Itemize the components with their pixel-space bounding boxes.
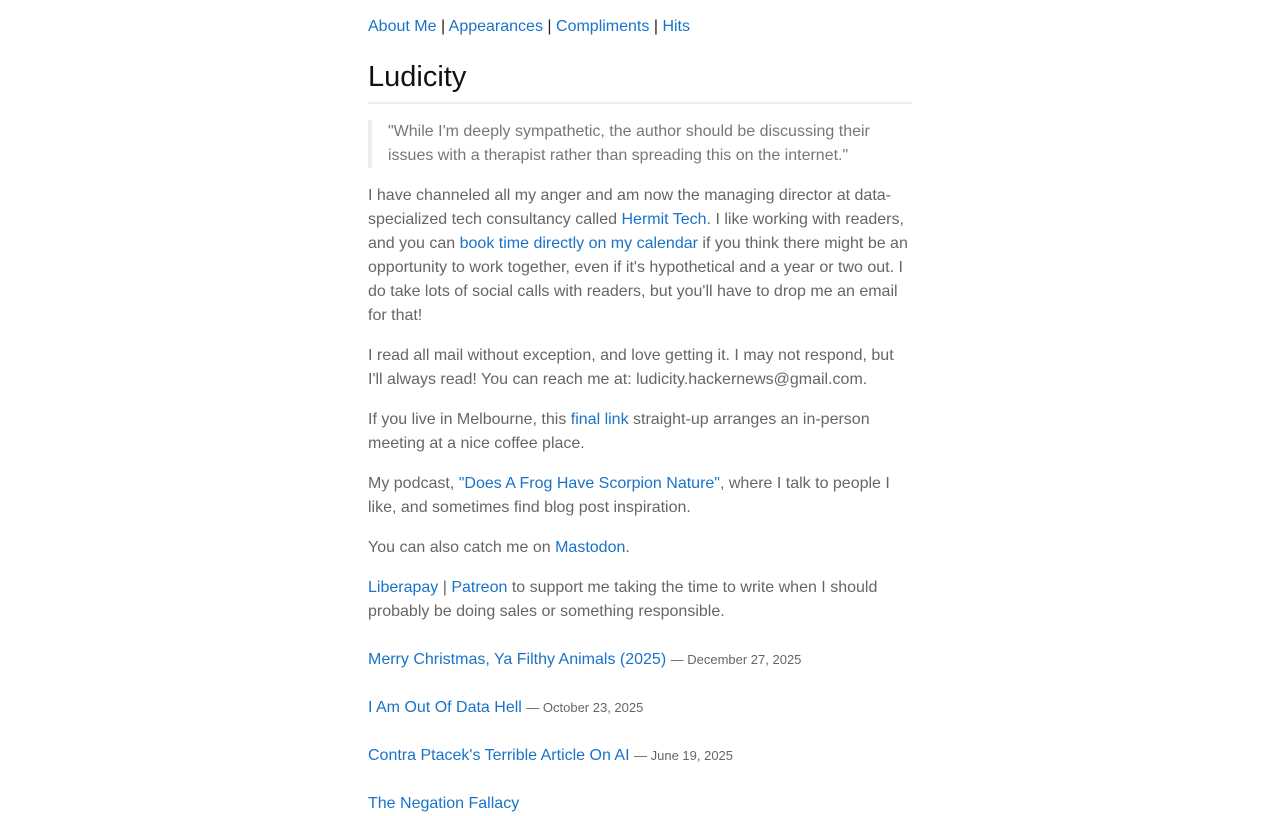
- podcast-link[interactable]: "Does A Frog Have Scorpion Nature": [458, 475, 720, 492]
- post-date: — October 23, 2025: [526, 700, 644, 715]
- nav-link-about-me[interactable]: About Me: [368, 18, 437, 35]
- intro-text: If you live in Melbourne, this: [368, 411, 571, 428]
- post-title-link[interactable]: The Negation Fallacy: [368, 795, 520, 812]
- title-divider: [368, 102, 912, 104]
- intro-text: I have channeled all my anger and am now the managing director at data-specialized tech consultancy called: [368, 187, 891, 228]
- nav-link-hits[interactable]: Hits: [662, 18, 690, 35]
- mastodon-link[interactable]: Mastodon: [555, 539, 626, 556]
- book-calendar-link[interactable]: book time directly on my calendar: [459, 235, 698, 252]
- intro-text: You can also catch me on: [368, 539, 556, 556]
- intro-text: . I like working with readers, and you can: [368, 211, 904, 252]
- final-link[interactable]: final link: [570, 411, 629, 428]
- support-separator: |: [438, 579, 452, 596]
- post-date: — June 19, 2025: [634, 748, 734, 763]
- top-nav: [368, 17, 690, 37]
- post-title-link[interactable]: Contra Ptacek's Terrible Article On AI: [368, 747, 630, 764]
- intro-text: .: [625, 539, 630, 556]
- liberapay-link[interactable]: Liberapay: [368, 579, 439, 596]
- hermit-tech-link[interactable]: Hermit Tech: [621, 211, 707, 228]
- nav-separator: |: [653, 18, 663, 35]
- post-list-item: [368, 792, 912, 816]
- nav-link-appearances[interactable]: Appearances: [448, 18, 543, 35]
- intro-paragraph-podcast: [368, 472, 912, 520]
- nav-separator: |: [547, 18, 557, 35]
- post-list-item: [368, 696, 912, 720]
- intro-text: to support me taking the time to write when I should probably be doing sales or something responsible.: [368, 579, 878, 620]
- post-list-item: [368, 744, 912, 768]
- post-title-link[interactable]: I Am Out Of Data Hell: [368, 699, 522, 716]
- epigraph-quote: "While I'm deeply sympathetic, the author should be discussing their issues with a therapist rather than spreading this on the internet.": [368, 120, 912, 168]
- intro-paragraph-support: [368, 576, 912, 624]
- intro-text: , where I talk to people I like, and sometimes find blog post inspiration.: [368, 475, 890, 516]
- nav-separator: |: [440, 18, 449, 35]
- intro-paragraph-consultancy: [368, 184, 912, 328]
- intro-text: My podcast,: [368, 475, 459, 492]
- site-title: Ludicity: [368, 61, 467, 93]
- intro-paragraph-melbourne: [368, 408, 912, 456]
- post-date: — December 27, 2025: [670, 652, 802, 667]
- patreon-link[interactable]: Patreon: [451, 579, 508, 596]
- intro-paragraph-mastodon: [368, 536, 912, 560]
- post-list-item: [368, 648, 912, 672]
- post-title-link[interactable]: Merry Christmas, Ya Filthy Animals (2025): [368, 651, 667, 668]
- nav-link-compliments[interactable]: Compliments: [556, 18, 650, 35]
- intro-paragraph-mail: I read all mail without exception, and love getting it. I may not respond, but I'll always read! You can reach me at: ludicity.hackernews@gmail.com.: [368, 347, 894, 388]
- intro-text: straight-up arranges an in-person meeting at a nice coffee place.: [368, 411, 870, 452]
- intro-text: if you think there might be an opportunity to work together, even if it's hypothetical and a year or two out. I do take lots of social calls with readers, but you'll have to drop me an email for that!: [368, 235, 908, 324]
